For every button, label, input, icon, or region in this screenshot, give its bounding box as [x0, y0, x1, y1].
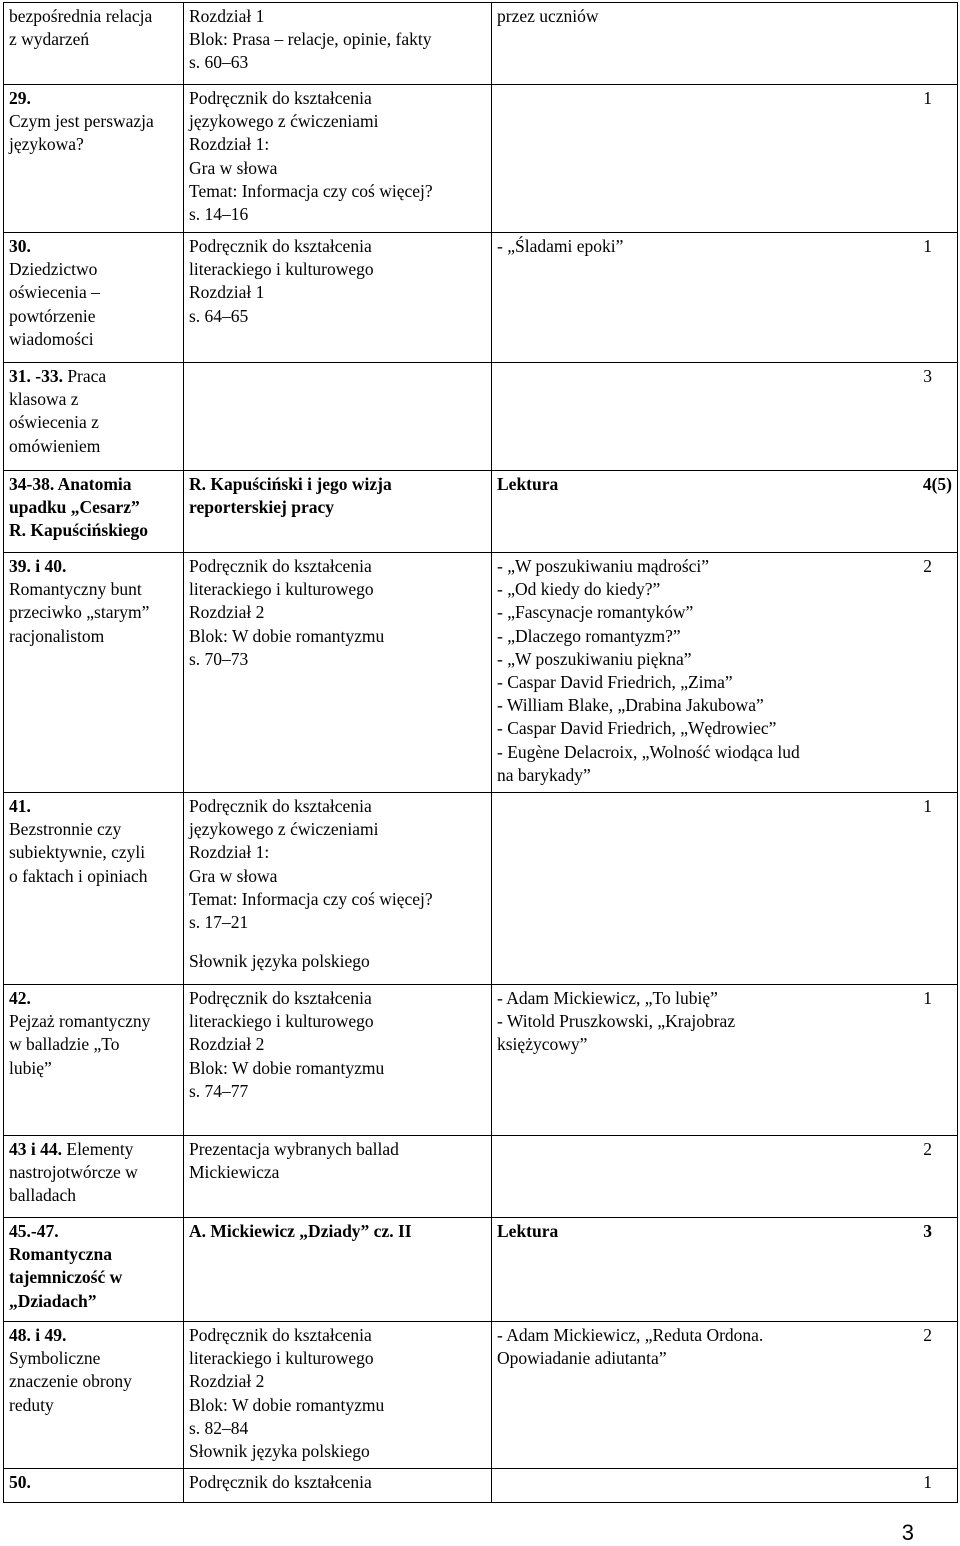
- hours-count: 1: [923, 796, 932, 817]
- materials-cell: Rozdział 1 Blok: Prasa – relacje, opinie, fakty s. 60–63: [184, 3, 492, 85]
- texts-cell: 1 - Adam Mickiewicz, „To lubię” - Witold Pruszkowski, „Krajobraz księżycowy”: [492, 985, 958, 1136]
- page-number: 3: [901, 1520, 914, 1545]
- lesson-cell: 48. i 49. Symboliczne znaczenie obrony reduty: [4, 1322, 184, 1469]
- table-row: [4, 363, 958, 471]
- table-row: [4, 1136, 958, 1218]
- materials-cell: Podręcznik do kształcenia literackiego i kulturowego Rozdział 2 Blok: W dobie romantyzmu s. 70–73: [184, 553, 492, 793]
- table-row: [4, 793, 958, 985]
- table-row: [4, 85, 958, 233]
- table-row: [4, 553, 958, 793]
- table-row: [4, 1469, 958, 1503]
- texts-cell: 4(5) Lektura: [492, 471, 958, 553]
- materials-cell: [184, 363, 492, 471]
- materials-cell: R. Kapuściński i jego wizja reporterskiej pracy: [184, 471, 492, 553]
- materials-cell: Podręcznik do kształcenia literackiego i kulturowego Rozdział 2 Blok: W dobie romantyzmu s. 74–77: [184, 985, 492, 1136]
- lesson-cell: 31. -33. Praca klasowa z oświecenia z omówieniem: [4, 363, 184, 471]
- table-row: [4, 471, 958, 553]
- lesson-cell: bezpośrednia relacja z wydarzeń: [4, 3, 184, 85]
- texts-cell: [492, 1469, 958, 1503]
- hours-count: 2: [923, 556, 932, 576]
- texts-cell: [492, 1136, 958, 1218]
- lesson-cell: 34-38. Anatomia upadku „Cesarz” R. Kapuścińskiego: [4, 471, 184, 553]
- materials-cell: Prezentacja wybranych ballad Mickiewicza: [184, 1136, 492, 1218]
- hours-count: 3: [923, 1221, 932, 1242]
- lesson-cell: 39. i 40. Romantyczny bunt przeciwko „starym” racjonalistom: [4, 553, 184, 793]
- hours-count: 1: [923, 988, 932, 1009]
- hours-count: 1: [923, 1472, 932, 1493]
- table-row: [4, 233, 958, 363]
- table-row: [4, 3, 958, 85]
- materials-cell: Podręcznik do kształcenia językowego z ćwiczeniami Rozdział 1: Gra w słowa Temat: Informacja czy coś więcej? s. 17–21 Słownik języka polskiego: [184, 793, 492, 985]
- hours-count: 2: [923, 1325, 932, 1346]
- materials-cell: Podręcznik do kształcenia językowego z ćwiczeniami Rozdział 1: Gra w słowa Temat: Informacja czy coś więcej? s. 14–16: [184, 85, 492, 233]
- lesson-cell: 30. Dziedzictwo oświecenia – powtórzenie wiadomości: [4, 233, 184, 363]
- texts-cell: [492, 363, 958, 471]
- table-row: [4, 985, 958, 1136]
- texts-cell: [492, 793, 958, 985]
- lesson-cell: 50.: [4, 1469, 184, 1503]
- hours-count: 2: [923, 1139, 932, 1160]
- table-row: [4, 1218, 958, 1322]
- texts-cell: 3 Lektura: [492, 1218, 958, 1322]
- texts-cell: 2 - „W poszukiwaniu mądrości” - „Od kiedy do kiedy?” - „Fascynacje romantyków” - „Dlaczego romantyzm?” - „W poszukiwaniu piękna” - Caspar David Friedrich, „Zima” - William Blake, „Drabina Jakubowa” - Caspar David Friedrich, „Wędrowiec” - Eugène Delacroix, „Wolność wiodąca lud na barykady”: [492, 553, 958, 793]
- hours-count: 3: [923, 366, 932, 386]
- texts-cell: [492, 85, 958, 233]
- hours-count: 1: [923, 236, 932, 256]
- table-row: [4, 1322, 958, 1469]
- texts-cell: 1 - „Śladami epoki”: [492, 233, 958, 363]
- texts-cell: przez uczniów: [492, 3, 958, 85]
- curriculum-table: [3, 2, 958, 1503]
- lesson-cell: 43 i 44. Elementy nastrojotwórcze w balladach: [4, 1136, 184, 1218]
- materials-cell: Podręcznik do kształcenia: [184, 1469, 492, 1503]
- hours-count: 1: [923, 88, 932, 108]
- hours-count: 4(5): [922, 474, 952, 494]
- materials-cell: Podręcznik do kształcenia literackiego i kulturowego Rozdział 2 Blok: W dobie romantyzmu s. 82–84 Słownik języka polskiego: [184, 1322, 492, 1469]
- materials-cell: Podręcznik do kształcenia literackiego i kulturowego Rozdział 1 s. 64–65: [184, 233, 492, 363]
- lesson-cell: 41. Bezstronnie czy subiektywnie, czyli o faktach i opiniach: [4, 793, 184, 985]
- texts-cell: 2 - Adam Mickiewicz, „Reduta Ordona. Opowiadanie adiutanta”: [492, 1322, 958, 1469]
- lesson-cell: 42. Pejzaż romantyczny w balladzie „To lubię”: [4, 985, 184, 1136]
- lesson-cell: 29. Czym jest perswazja językowa?: [4, 85, 184, 233]
- materials-cell: A. Mickiewicz „Dziady” cz. II: [184, 1218, 492, 1322]
- lesson-cell: 45.-47. Romantyczna tajemniczość w „Dziadach”: [4, 1218, 184, 1322]
